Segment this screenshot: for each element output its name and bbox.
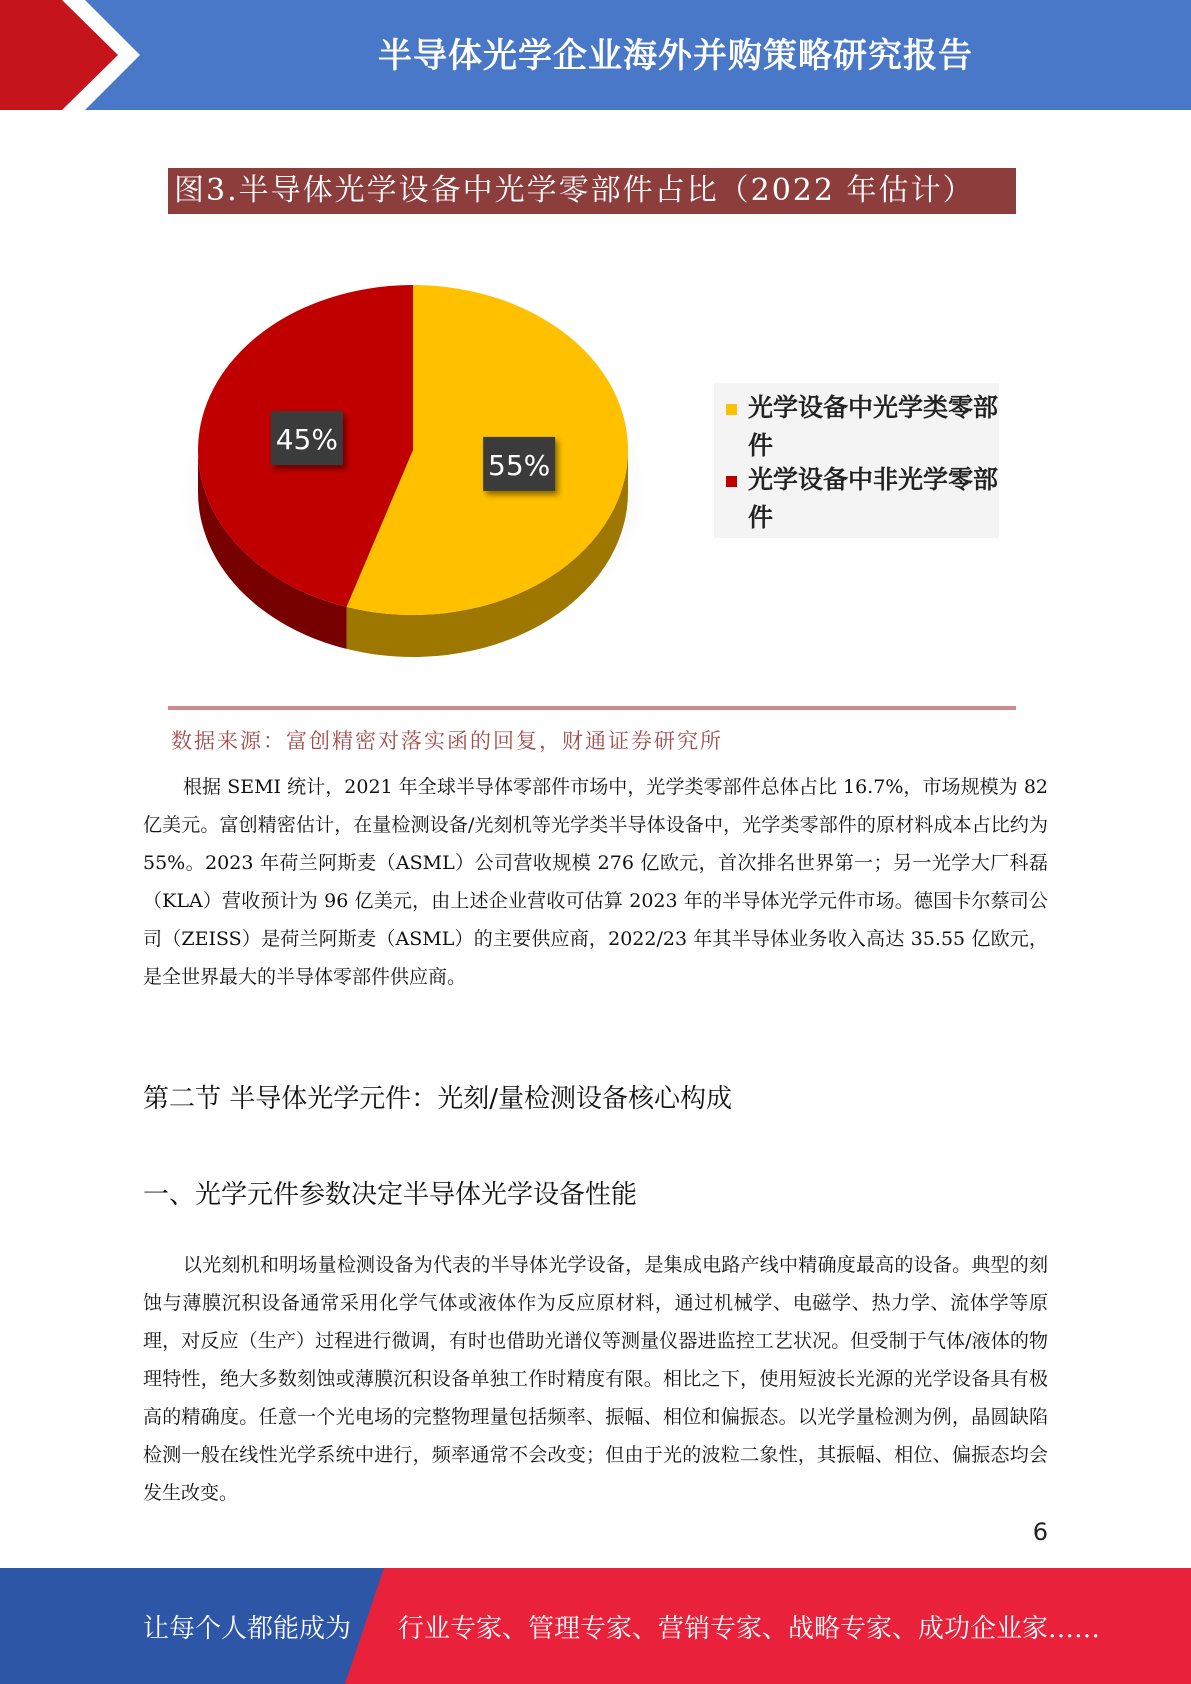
pie-data-label-text-0: 55%	[488, 448, 551, 482]
legend-label-optical: 光学设备中光学类零部件	[748, 393, 999, 460]
pie-data-label-0	[483, 437, 555, 491]
page-footer	[0, 1568, 1191, 1684]
paragraph-market-stats: 根据 SEMI 统计，2021 年全球半导体零部件市场中，光学类零部件总体占比 16.7%，市场规模为 82 亿美元。富创精密估计，在量检测设备/光刻机等光学类半导体设备中，光学类零部件的原材料成本占比约为 55%。2023 年荷兰阿斯麦（ASML）公司营收规模 276 亿欧元，首次排名世界第一；另一光学大厂科磊（KLA）营收预计为 96 亿美元，由上述企业营收可估算 2023 年的半导体光学元件市场。德国卡尔蔡司公司（ZEISS）是荷兰阿斯麦（ASML）的主要供应商，2022/23 年其半导体业务收入高达 35.55 亿欧元，是全世界最大的半导体零部件供应商。	[143, 776, 1048, 988]
figure-source: 数据来源：富创精密对落实函的回复，财通证券研究所	[171, 729, 723, 753]
paragraph-optical-equipment: 以光刻机和明场量检测设备为代表的半导体光学设备，是集成电路产线中精确度最高的设备。典型的刻蚀与薄膜沉积设备通常采用化学气体或液体作为反应原材料，通过机械学、电磁学、热力学、流体学等原理，对反应（生产）过程进行微调，有时也借助光谱仪等测量仪器进监控工艺状况。但受制于气体/液体的物理特性，绝大多数刻蚀或薄膜沉积设备单独工作时精度有限。相比之下，使用短波长光源的光学设备具有极高的精确度。任意一个光电场的完整物理量包括频率、振幅、相位和偏振态。以光学量检测为例，晶圆缺陷检测一般在线性光学系统中进行，频率通常不会改变；但由于光的波粒二象性，其振幅、相位、偏振态均会发生改变。	[143, 1254, 1048, 1504]
legend-swatch-non-optical	[726, 476, 737, 487]
figure-title: 图3.半导体光学设备中光学零部件占比（2022 年估计）	[168, 168, 1016, 214]
section-heading: 第二节 半导体光学元件：光刻/量检测设备核心构成	[143, 1084, 733, 1114]
figure-divider	[168, 706, 1016, 710]
pie-data-label-1	[271, 411, 343, 465]
report-title: 半导体光学企业海外并购策略研究报告	[378, 36, 973, 76]
legend-swatch-optical	[726, 404, 737, 415]
page-header	[0, 0, 1191, 110]
footer-slogan-left: 让每个人都能成为	[143, 1614, 352, 1644]
footer-slogan-right: 行业专家、管理专家、营销专家、战略专家、成功企业家……	[398, 1614, 1101, 1644]
legend-label-non-optical: 光学设备中非光学零部件	[748, 465, 999, 532]
page-number: 6	[1032, 1518, 1048, 1546]
figure	[143, 140, 1043, 770]
header-arrow-decoration	[0, 0, 160, 110]
pie-data-label-text-1: 45%	[275, 423, 338, 457]
chart-legend	[714, 383, 999, 538]
subsection-heading: 一、光学元件参数决定半导体光学设备性能	[143, 1180, 638, 1210]
pie-chart	[143, 225, 703, 695]
